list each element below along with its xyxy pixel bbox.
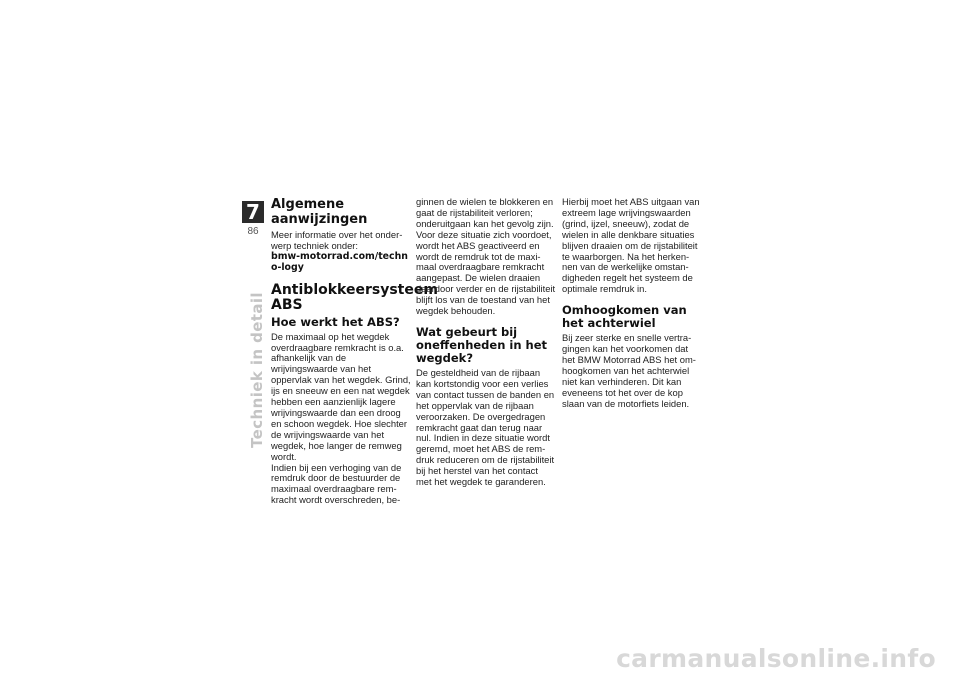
abs-paragraph-2: Indien bij een verhoging van de remdruk door de bestuurder de maximaal overdraagbare rem-kracht wordt overschreden, be- <box>271 461 402 506</box>
chapter-number-tab: 7 <box>242 201 264 223</box>
abs-paragraph-1: De maximaal op het wegdek overdraagbare remkracht is o.a. afhankelijk van de wrijvingswaarde van het oppervlak van het wegdek. Grind, ijs en sneeuw en een nat wegdek hebben een aanzienlijk lagere wrijvingswaarde dan een droog en schoon wegdek. Hoe slechter de wrijvingswaarde van het wegdek, hoe langer de remweg wordt. <box>271 330 411 462</box>
technology-link[interactable]: bmw-motorrad.com/techno-logy <box>271 250 408 273</box>
rear-wheel-paragraph: Bij zeer sterke en snelle vertra-gingen kan het voorkomen dat het BMW Motorrad ABS het om-hoogkomen van het achterwiel niet kan verhinderen. Dit kan eveneens tot het over de kop slaan van de motorfiets leiden. <box>562 332 696 409</box>
subheading-rear-wheel-lift: Omhoogkomen van het achterwiel <box>562 303 687 331</box>
text-column-3 <box>562 197 702 410</box>
section-heading-general: Algemene aanwijzingen <box>271 197 368 227</box>
unevenness-paragraph-1: De gesteldheid van de rijbaan kan kortstondig voor een verlies van contact tussen de banden en het oppervlak van de rijbaan veroorzaken. De overgedragen remkracht gaat dan terug naar nul. Indien in deze situatie wordt geremd, moet het ABS de rem-druk reduceren om de rijstabiliteit bij het herstel van het contact met het wegdek te garanderen. <box>416 366 555 488</box>
unevenness-paragraph-2: Hierbij moet het ABS uitgaan van extreem lage wrijvingswaarden (grind, ijzel, sneeuw), zodat de wielen in alle denkbare situaties blijven draaien om de rijstabiliteit te waarborgen. Na het herken-nen van de werkelijke omstan-digheden regelt het systeem de optimale remdruk in. <box>562 196 700 295</box>
text-column-1 <box>271 197 438 506</box>
abs-paragraph-3: ginnen de wielen te blokkeren en gaat de rijstabiliteit verloren; onderuitgaan kan het gevolg zijn. Voor deze situatie zich voordoet, wordt het ABS geactiveerd en wordt de remdruk tot de maxi-maal overdraagbare remkracht aangepast. De wielen draaien daardoor verder en de rijstabiliteit blijft los van de toestand van het wegdek behouden. <box>416 196 556 317</box>
page-number: 86 <box>247 226 259 237</box>
subheading-road-unevenness: Wat gebeurt bij oneffenheden in het wegdek? <box>416 324 548 365</box>
general-info-text: Meer informatie over het onder-werp techniek onder: <box>271 229 403 251</box>
site-watermark: carmanualsonline.info <box>616 644 936 673</box>
chapter-title-vertical: Techniek in detail <box>248 292 266 448</box>
text-column-2 <box>416 197 556 488</box>
section-heading-abs: Antiblokkeersysteem ABS <box>271 281 438 313</box>
subheading-how-abs-works: Hoe werkt het ABS? <box>271 314 400 329</box>
